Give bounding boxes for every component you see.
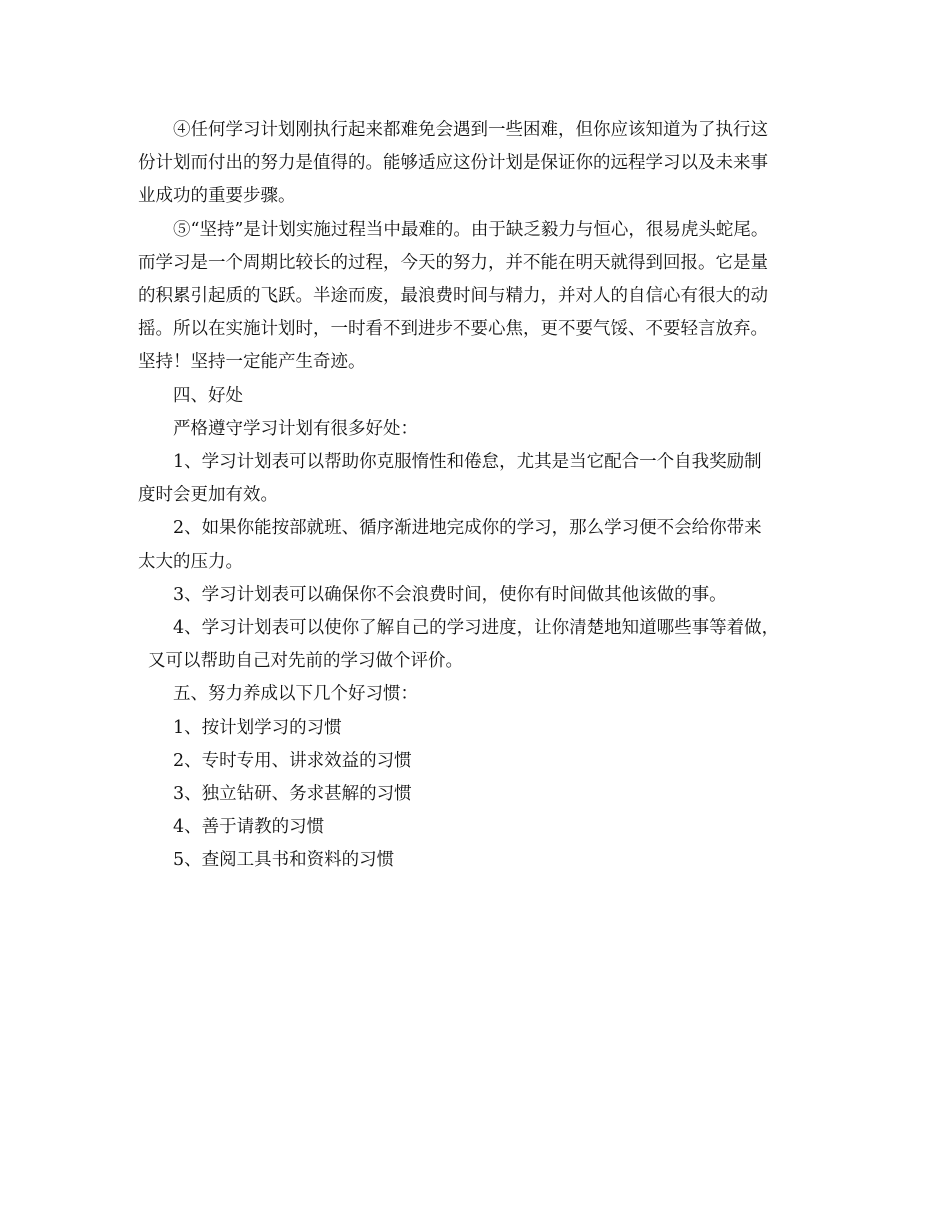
text-line: 严格遵守学习计划有很多好处： bbox=[173, 418, 418, 439]
text-line: ⑤“坚持”是计划实施过程当中最难的。由于缺乏毅力与恒心，很易虎头蛇尾。 bbox=[173, 219, 769, 240]
text-line: 1、学习计划表可以帮助你克服惰性和倦怠，尤其是当它配合一个自我奖励制 bbox=[173, 452, 762, 473]
benefit-item-2 bbox=[138, 512, 828, 578]
text-line: 4、学习计划表可以使你了解自己的学习进度，让你清楚地知道哪些事等着做， bbox=[173, 618, 780, 639]
heading-text: 五、努力养成以下几个好习惯： bbox=[173, 684, 418, 705]
paragraph-persistence bbox=[138, 214, 828, 380]
benefit-item-3 bbox=[138, 579, 828, 612]
text-line: 1、按计划学习的习惯 bbox=[173, 717, 342, 738]
text-line: 的积累引起质的飞跃。半途而废，最浪费时间与精力，并对人的自信心有很大的动 bbox=[138, 286, 768, 307]
section-heading-habits bbox=[138, 678, 828, 711]
habit-item-3 bbox=[138, 778, 828, 811]
habit-item-1 bbox=[138, 712, 828, 745]
benefit-item-1 bbox=[138, 446, 828, 512]
text-line: 又可以帮助自己对先前的学习做个评价。 bbox=[148, 651, 463, 672]
text-line: 2、如果你能按部就班、循序渐进地完成你的学习，那么学习便不会给你带来 bbox=[173, 518, 762, 539]
text-line: 5、查阅工具书和资料的习惯 bbox=[173, 850, 395, 871]
text-line: 坚持！坚持一定能产生奇迹。 bbox=[138, 352, 366, 373]
text-line: 度时会更加有效。 bbox=[138, 485, 278, 506]
text-line: 业成功的重要步骤。 bbox=[138, 186, 296, 207]
paragraph-benefits-intro bbox=[138, 413, 828, 446]
paragraph-plan-difficulty bbox=[138, 114, 828, 214]
text-line: 2、专时专用、讲求效益的习惯 bbox=[173, 750, 412, 771]
text-line: 份计划而付出的努力是值得的。能够适应这份计划是保证你的远程学习以及未来事 bbox=[138, 153, 768, 174]
text-line: ④任何学习计划刚执行起来都难免会遇到一些困难，但你应该知道为了执行这 bbox=[173, 120, 768, 140]
text-line: 太大的压力。 bbox=[138, 551, 243, 572]
habit-item-5 bbox=[138, 844, 828, 877]
document-body bbox=[138, 114, 828, 878]
heading-text: 四、好处 bbox=[173, 385, 243, 406]
text-line: 4、善于请教的习惯 bbox=[173, 817, 325, 838]
section-heading-benefits bbox=[138, 380, 828, 413]
habit-item-4 bbox=[138, 811, 828, 844]
benefit-item-4 bbox=[138, 612, 828, 678]
text-line: 3、独立钻研、务求甚解的习惯 bbox=[173, 784, 412, 805]
text-line: 摇。所以在实施计划时，一时看不到进步不要心焦，更不要气馁、不要轻言放弃。 bbox=[138, 319, 768, 340]
text-line: 3、学习计划表可以确保你不会浪费时间，使你有时间做其他该做的事。 bbox=[173, 584, 727, 605]
text-line: 而学习是一个周期比较长的过程，今天的努力，并不能在明天就得到回报。它是量 bbox=[138, 252, 768, 273]
habit-item-2 bbox=[138, 745, 828, 778]
